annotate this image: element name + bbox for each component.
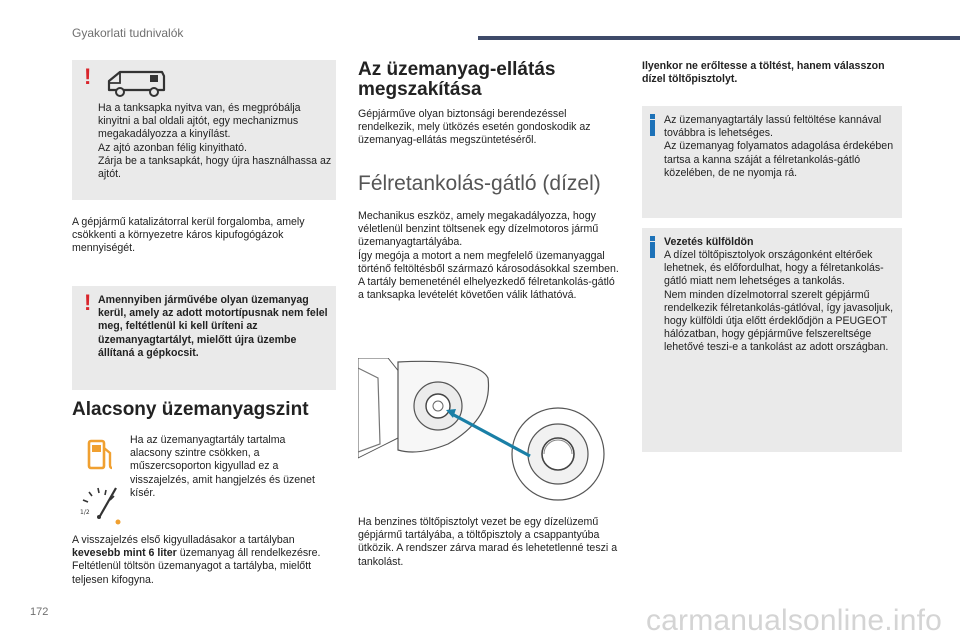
warning-box-fuel [72, 286, 336, 390]
warning-box-door [72, 60, 336, 200]
van-icon [106, 68, 168, 100]
misfuel-paragraph: Mechanikus eszköz, amely megakadályozza, hogy véletlenül benzint töltsenek egy dízelmotoros jármű üzemanyagtartályába. Így megója a motort a nem megfelelő üzemanyaggal történő feltöltésből származó károsodásokkal szemben. A tartály bemeneténél elhelyezkedő félretankolás-gátló a tanksapka levételét követően válik láthatóvá. [358, 210, 619, 302]
page-number: 172 [30, 606, 49, 618]
info-box-can [642, 106, 902, 218]
low-fuel-paragraph-a: A visszajelzés első kigyulladásakor a tartályban [72, 534, 295, 546]
diesel-nozzle-advice: Ilyenkor ne erőltesse a töltést, hanem válasszon dízel töltőpisztolyt. [642, 60, 885, 86]
info-icon-dot [650, 236, 655, 241]
filler-neck-illustration [358, 358, 620, 508]
can-refuel-text: Az üzemanyagtartály lassú feltöltése kannával továbbra is lehetséges. Az üzemanyag folyamatos adagolása érdekében tartsa a kanna száját a félretankolás-gátló közelében, de ne nyomja rá. [664, 114, 894, 179]
low-fuel-paragraph-b: üzemanyag áll rendelkezésre. [176, 547, 321, 560]
door-warning-text: Ha a tanksapka nyitva van, és megpróbálja kinyitni a bal oldali ajtót, egy mechanizmus megakadályozza a kinyílást. Az ajtó azonban félig kinyitható. Zárja be a tanksapkát, hogy újra használhassa az ajtót. [98, 102, 332, 181]
low-fuel-heading: Alacsony üzemanyagszint [72, 399, 309, 420]
driving-abroad-text: A dízel töltőpisztolyok országonként eltérőek lehetnek, és előfordulhat, hogy a félretankolás-gátló miatt nem lehetséges a tankolás. Nem minden dízelmotorral szerelt gépjármű rendelkezik félretankolás-gátlóval, így javasoljuk, hogy külföldi útja előtt érdeklődjön a PEUGEOT hálózatban, hogy gépjárműve felszereltsége lehetővé teszi-e a tankolást az adott országban. [664, 249, 894, 354]
fuel-cutoff-paragraph: Gépjárműve olyan biztonsági berendezéssel rendelkezik, mely ütközés esetén gondoskodik az üzemanyag-ellátás megszüntetéséről. [358, 108, 591, 147]
driving-abroad-title: Vezetés külföldön [664, 236, 754, 248]
catalyst-paragraph: A gépjármű katalizátorral kerül forgalomba, amely csökkenti a környezetre káros kipufogógázok mennyiségét. [72, 216, 305, 255]
misfuel-result-paragraph: Ha benzines töltőpisztolyt vezet be egy dízelüzemű gépjármű tartályába, a töltőpisztoly a csappantyúba ütközik. A rendszer zárva marad és lehetetlenné teszi a tankolást. [358, 516, 618, 568]
section-title: Gyakorlati tudnivalók [72, 26, 184, 40]
low-fuel-paragraph-bold: kevesebb mint 6 liter [72, 547, 177, 560]
svg-text:1/2: 1/2 [80, 509, 90, 516]
watermark: carmanualsonline.info [645, 604, 942, 637]
fuel-cutoff-heading: Az üzemanyag-ellátás megszakítása [358, 59, 556, 100]
low-fuel-paragraph-c: Feltétlenül töltsön üzemanyagot a tartályba, mielőtt teljesen kifogyna. [72, 560, 312, 586]
misfuel-heading: Félretankolás-gátló (dízel) [358, 172, 601, 195]
wrong-fuel-warning-text: Amennyiben járművébe olyan üzemanyag kerül, amely az adott motortípusnak nem felel meg, feltétlenül ki kell üríteni az üzemanyagtartályt, mielőtt újra üzembe állítaná a gépkocsit. [98, 294, 328, 359]
info-icon [650, 242, 655, 258]
header-bar [478, 36, 960, 40]
low-fuel-text: Ha az üzemanyagtartály tartalma alacsony szintre csökken, a műszercsoporton kigyullad ez a visszajelzés, amit hangjelzés és üzenet kísér. [130, 434, 315, 499]
gauge-icon [78, 484, 126, 526]
fuel-pump-icon [86, 438, 116, 472]
low-fuel-paragraph [72, 534, 334, 587]
info-icon-dot [650, 114, 655, 119]
warning-icon: ! [84, 290, 92, 315]
info-icon [650, 120, 655, 136]
warning-icon: ! [84, 64, 92, 89]
info-box-abroad [642, 228, 902, 452]
